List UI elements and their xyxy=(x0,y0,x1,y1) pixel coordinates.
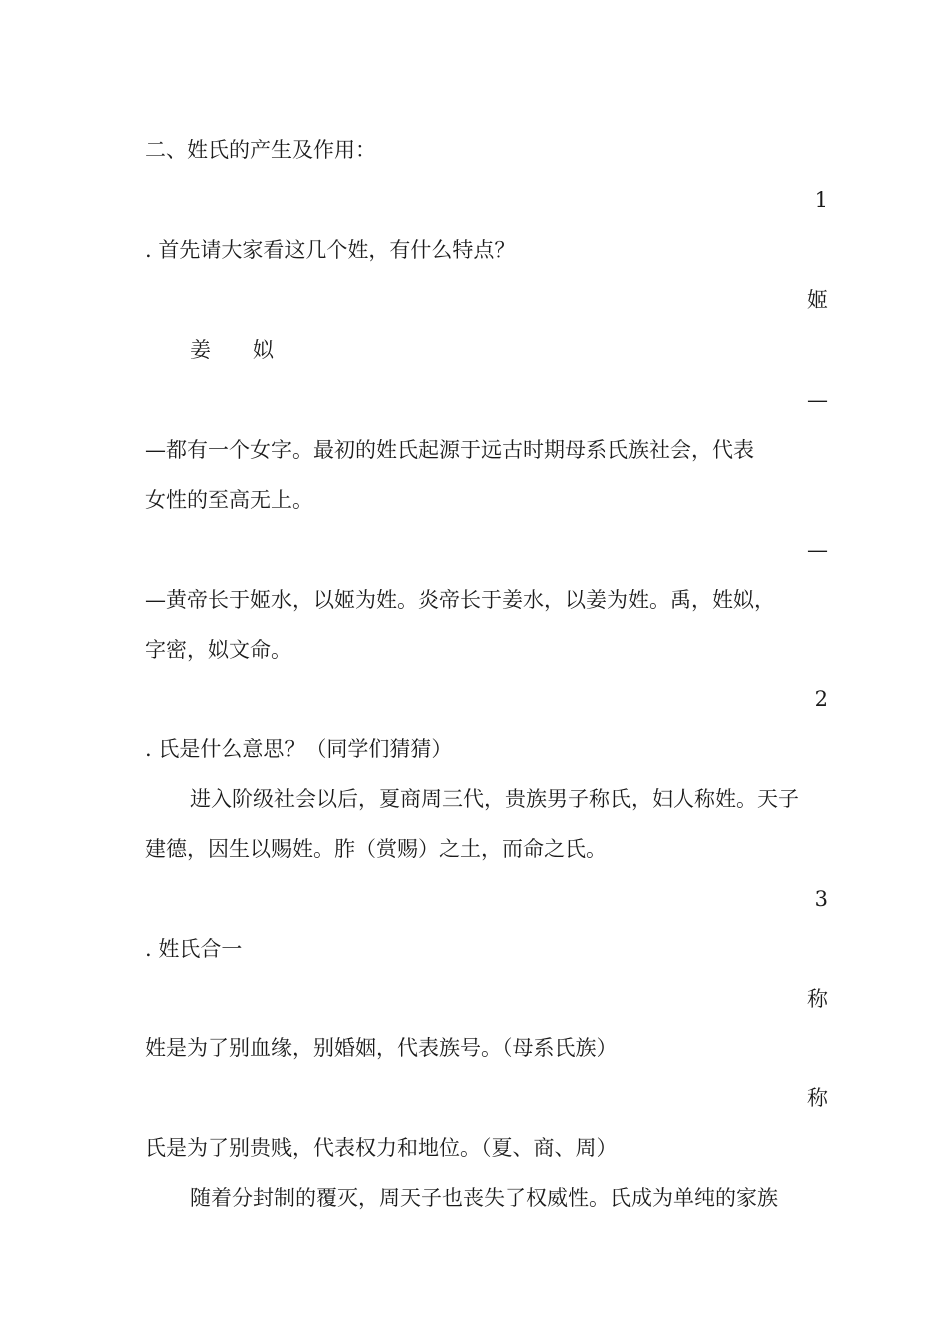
item-number-2: 2 xyxy=(814,687,828,711)
char-cheng-2: 称 xyxy=(807,1086,828,1110)
paragraph-1-line-1: —都有一个女字。最初的姓氏起源于远古时期母系氏族社会，代表 xyxy=(145,438,754,462)
dash-2: — xyxy=(807,538,828,562)
paragraph-1-line-2: 女性的至高无上。 xyxy=(145,488,313,512)
dash-1: — xyxy=(807,388,828,412)
question-2: . 氏是什么意思？（同学们猜猜） xyxy=(145,737,453,761)
paragraph-6: 随着分封制的覆灭，周天子也丧失了权威性。氏成为单纯的家族 xyxy=(190,1186,778,1210)
item-number-3: 3 xyxy=(814,887,828,911)
char-cheng-1: 称 xyxy=(807,987,828,1011)
paragraph-3-line-2: 建德，因生以赐姓。胙（赏赐）之土，而命之氏。 xyxy=(145,837,607,861)
surname-ji: 姬 xyxy=(807,288,828,312)
paragraph-2-line-2: 字密，姒文命。 xyxy=(145,638,292,662)
paragraph-2-line-1: —黄帝长于姬水，以姬为姓。炎帝长于姜水，以姜为姓。禹，姓姒， xyxy=(145,588,775,612)
paragraph-4: 姓是为了别血缘，别婚姻，代表族号。（母系氏族） xyxy=(145,1036,618,1060)
section-heading: 二、姓氏的产生及作用： xyxy=(145,138,376,162)
paragraph-5: 氏是为了别贵贱，代表权力和地位。（夏、商、周） xyxy=(145,1136,618,1160)
surnames-jiang-si: 姜 姒 xyxy=(190,338,274,362)
question-3: . 姓氏合一 xyxy=(145,937,243,961)
paragraph-3-line-1: 进入阶级社会以后，夏商周三代，贵族男子称氏，妇人称姓。天子 xyxy=(190,787,799,811)
item-number-1: 1 xyxy=(814,188,828,212)
question-1: . 首先请大家看这几个姓，有什么特点？ xyxy=(145,238,516,262)
